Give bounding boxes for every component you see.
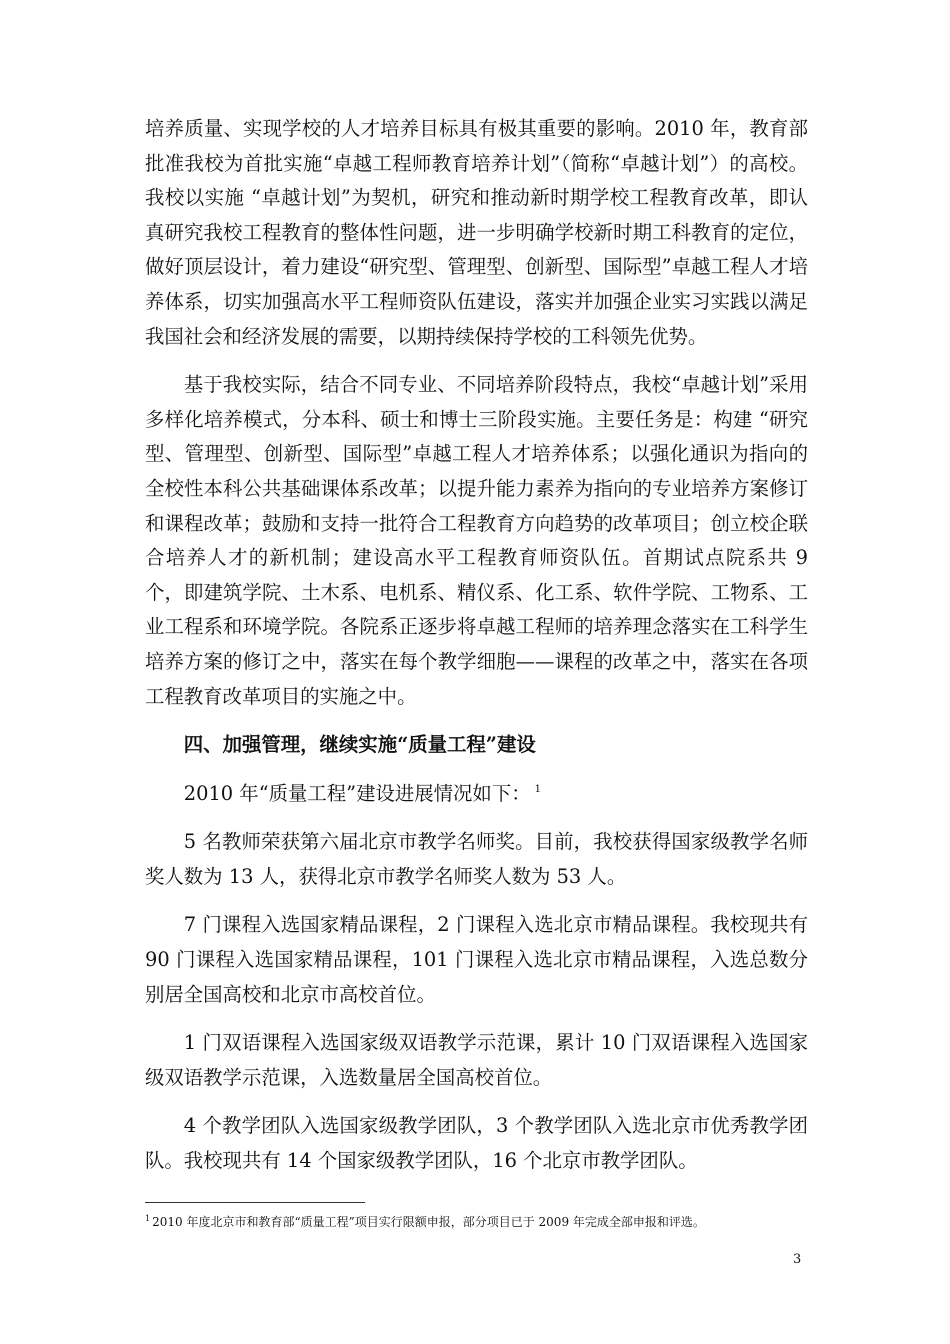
paragraph-plan-tasks: 基于我校实际，结合不同专业、不同培养阶段特点，我校“卓越计划”采用多样化培养模式，分本科、硕士和博士三阶段实施。主要任务是：构建 “研究型、管理型、创新型、国际型”卓越工程人才培养体系；以强化通识为指向的全校性本科公共基础课体系改革；以提升能力素养为指向的专业培养方案修订和课程改革；鼓励和支持一批符合工程教育方向趋势的改革项目；创立校企联合培养人才的新机制；建设高水平工程教育师资队伍。首期试点院系共 9 个，即建筑学院、土木系、电机系、精仪系、化工系、软件学院、工物系、工业工程系和环境学院。各院系正逐步将卓越工程师的培养理念落实在工科学生培养方案的修订之中，落实在每个教学细胞——课程的改革之中，落实在各项工程教育改革项目的实施之中。 bbox=[145, 373, 808, 708]
quality-project-intro-text: 2010 年“质量工程”建设进展情况如下： bbox=[183, 781, 531, 805]
paragraph-bilingual-courses: 1 门双语课程入选国家级双语教学示范课，累计 10 门双语课程入选国家级双语教学示范课，入选数量居全国高校首位。 bbox=[145, 1031, 808, 1089]
paragraph-teaching-awards: 5 名教师荣获第六届北京市教学名师奖。目前，我校获得国家级教学名师奖人数为 13 人，获得北京市教学名师奖人数为 53 人。 bbox=[145, 830, 808, 888]
section-heading: 四、加强管理，继续实施“质量工程”建设 bbox=[183, 733, 536, 757]
paragraph-teaching-teams: 4 个教学团队入选国家级教学团队，3 个教学团队入选北京市优秀教学团队。我校现共有 14 个国家级教学团队，16 个北京市教学团队。 bbox=[145, 1114, 808, 1173]
footnote bbox=[145, 1210, 815, 1231]
page-number: 3 bbox=[793, 1252, 802, 1267]
paragraph-quality-project-intro bbox=[145, 777, 808, 812]
footnote-reference[interactable]: 1 bbox=[534, 784, 541, 796]
body-text bbox=[145, 112, 808, 1193]
paragraph-excellence-plan: 培养质量、实现学校的人才培养目标具有极其重要的影响。2010 年，教育部批准我校为首批实施“卓越工程师教育培养计划”（简称“卓越计划”）的高校。我校以实施 “卓越计划”为契机，研究和推动新时期学校工程教育改革，即认真研究我校工程教育的整体性问题，进一步明确学校新时期工科教育的定位，做好顶层设计，着力建设“研究型、管理型、创新型、国际型”卓越工程人才培养体系，切实加强高水平工程师资队伍建设，落实并加强企业实习实践以满足我国社会和经济发展的需要，以期持续保持学校的工科领先优势。 bbox=[145, 117, 808, 348]
footnote-text: 2010 年度北京市和教育部“质量工程”项目实行限额申报，部分项目已于 2009 年完成全部申报和评选。 bbox=[152, 1215, 705, 1229]
footnote-divider bbox=[145, 1202, 365, 1203]
paragraph-quality-courses: 7 门课程入选国家精品课程，2 门课程入选北京市精品课程。我校现共有 90 门课程入选国家精品课程，101 门课程入选北京市精品课程，入选总数分别居全国高校和北京市高校首位。 bbox=[145, 913, 808, 1006]
footnote-mark: 1 bbox=[145, 1214, 151, 1223]
